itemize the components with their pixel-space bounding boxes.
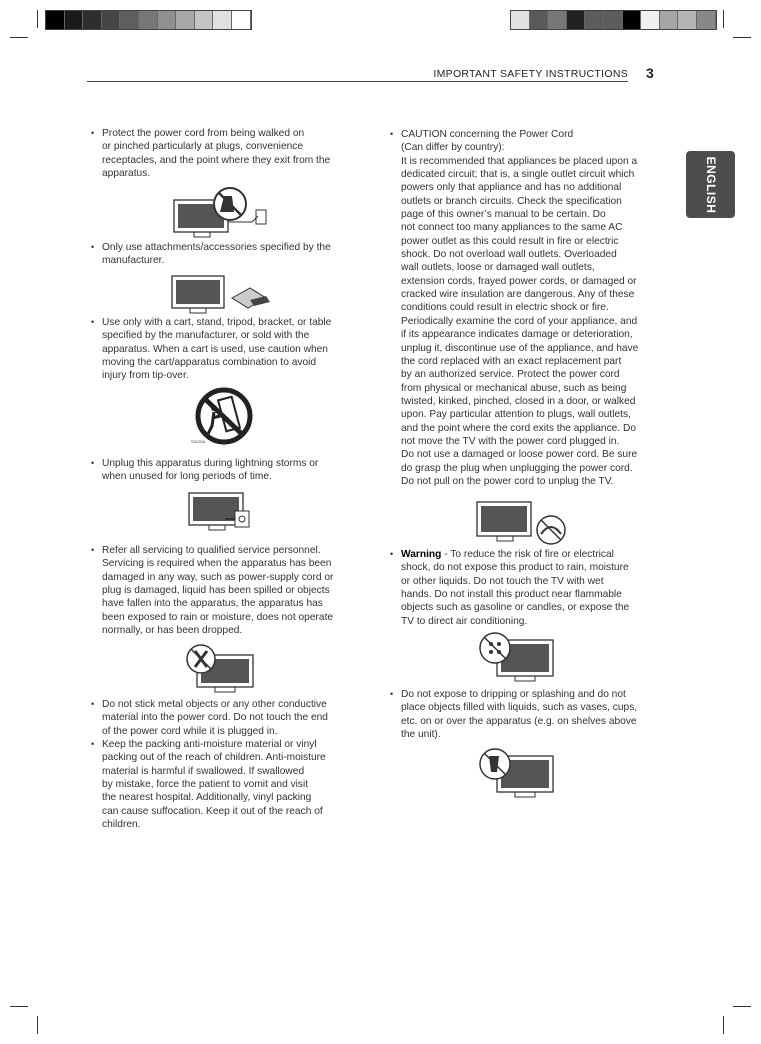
calibration-swatch (102, 11, 121, 29)
calibration-swatch (623, 11, 642, 29)
calibration-swatch (567, 11, 586, 29)
calibration-swatch (232, 11, 251, 29)
text-line: (Can differ by country): (401, 142, 505, 154)
text-line: unplug it, discontinue use of the appliance, and have (401, 342, 639, 354)
accessories-illustration (170, 274, 276, 316)
text-line: Only use attachments/accessories specified by the (102, 242, 331, 253)
text-line: if its appearance indicates damage or deterioration, (401, 329, 633, 341)
text-line (401, 548, 629, 561)
text-line: normally, or has been dropped. (102, 625, 243, 637)
bullet-item (91, 457, 319, 484)
text-line: upon. Pay particular attention to plugs, wall outlets, (401, 409, 631, 421)
text-line: from physical or mechanical abuse, such as being (401, 382, 627, 394)
text-line: the nearest hospital. Additionally, vinyl packing (102, 792, 312, 804)
bullet-icon: • (91, 699, 95, 709)
bullet-item (91, 698, 328, 738)
text-line: injury from tip-over. (102, 370, 189, 382)
calibration-swatch (46, 11, 65, 29)
text-line: moving the cart/apparatus combination to avoid (102, 357, 317, 369)
crop-mark (37, 10, 38, 28)
text-line: place objects filled with liquids, such as vases, cups, (401, 702, 638, 714)
text-line: power outlet as this could result in fire or electric (401, 235, 619, 247)
no-liquid-objects-illustration (477, 746, 557, 800)
bullet-icon: • (91, 128, 95, 138)
text-line: or other liquids. Do not touch the TV with wet (401, 575, 604, 587)
calibration-swatch (548, 11, 567, 29)
crop-mark (733, 37, 751, 38)
text-line: when unused for long periods of time. (102, 471, 272, 483)
text-line: of the power cord while it is plugged in. (102, 725, 278, 737)
crop-mark (733, 1006, 751, 1007)
language-tab (686, 151, 735, 218)
text-line: or pinched particularly at plugs, convenience (102, 141, 304, 153)
text-line-rest: - To reduce the risk of fire or electrical (441, 549, 614, 560)
bullet-icon: • (91, 317, 95, 327)
page-number: 3 (646, 65, 654, 81)
text-line: page of this owner’s manual to be certain. Do (401, 209, 606, 221)
text-line: do grasp the plug when unplugging the power cord. (401, 462, 633, 474)
text-line: hands. Do not install this product near flammable (401, 589, 622, 601)
text-line: the unit). (401, 729, 441, 741)
text-line: by mistake, force the patient to vomit and visit (102, 779, 309, 791)
bullet-item (390, 128, 639, 488)
text-line: TV to direct air conditioning. (401, 615, 528, 627)
warning-label: Warning (401, 549, 442, 560)
bullet-icon: • (91, 242, 95, 252)
text-line: twisted, kinked, pinched, closed in a door, or walked (401, 395, 636, 407)
language-tab-label: ENGLISH (703, 156, 718, 213)
text-line: shock. Do not overload wall outlets. Overloaded (401, 249, 617, 261)
text-line: Do not expose to dripping or splashing and do not (401, 689, 626, 700)
crop-mark (37, 1016, 38, 1034)
text-line: Do not stick metal objects or any other conductive (102, 699, 327, 710)
bullet-item (390, 548, 630, 628)
calibration-swatch (195, 11, 214, 29)
no-self-service-illustration (185, 643, 257, 695)
text-line: and the point where the cord exits the appliance. Do (401, 422, 637, 434)
text-line: material is harmful if swallowed. If swallowed (102, 765, 305, 777)
calibration-swatch (65, 11, 84, 29)
bullet-item (91, 316, 332, 383)
text-line: wall outlets, loose or damaged wall outlets, (401, 262, 595, 274)
text-line: packing out of the reach of children. Anti-moisture (102, 752, 326, 764)
power-cord-damage-illustration (475, 500, 569, 548)
text-line: Refer all servicing to qualified service personnel. (102, 545, 321, 556)
bullet-icon: • (91, 545, 95, 555)
text-line: etc. on or over the apparatus (e.g. on shelves above (401, 715, 637, 727)
calibration-swatch (158, 11, 177, 29)
text-line: Do not use a damaged or loose power cord. Be sure (401, 449, 638, 461)
text-line: It is recommended that appliances be placed upon a (401, 155, 638, 167)
text-line: specified by the manufacturer, or sold with the (102, 330, 310, 342)
text-line: CAUTION concerning the Power Cord (401, 129, 574, 140)
bullet-icon: • (390, 689, 394, 699)
unplug-illustration (187, 491, 253, 533)
crop-mark (10, 37, 28, 38)
text-line: Do not pull on the power cord to unplug the TV. (401, 475, 614, 487)
text-line: not move the TV with the power cord plugged in. (401, 435, 620, 447)
text-line: powers only that appliance and has no additional (401, 182, 622, 194)
cart-label: S3125A (191, 439, 206, 444)
calibration-swatch (604, 11, 623, 29)
text-line: objects such as gasoline or candles, or expose the (401, 602, 630, 614)
text-line: outlets or branch circuits. Check the specification (401, 195, 622, 207)
text-line: apparatus. (102, 168, 151, 180)
text-line: material into the power cord. Do not touch the end (102, 712, 328, 724)
bullet-icon: • (91, 458, 95, 468)
text-line: shock, do not expose this product to rain, moisture (401, 562, 629, 574)
calibration-swatch (213, 11, 232, 29)
crop-mark (10, 1006, 28, 1007)
calibration-bar-right (510, 10, 717, 30)
section-title: IMPORTANT SAFETY INSTRUCTIONS (433, 68, 628, 80)
calibration-swatch (585, 11, 604, 29)
text-line: Periodically examine the cord of your appliance, and (401, 315, 638, 327)
header-rule (87, 81, 628, 82)
crop-mark (723, 1016, 724, 1034)
calibration-bar-left (45, 10, 252, 30)
crop-mark (723, 10, 724, 28)
calibration-swatch (641, 11, 660, 29)
text-line: manufacturer. (102, 255, 165, 267)
text-line: damaged in any way, such as power-supply cord or (102, 571, 334, 583)
calibration-swatch (678, 11, 697, 29)
text-line: the cord replaced with an exact replacement part (401, 355, 622, 367)
calibration-swatch (511, 11, 530, 29)
no-moisture-illustration (477, 630, 557, 684)
text-line: extension cords, frayed power cords, or damaged or (401, 275, 637, 287)
text-line: been exposed to rain or moisture, does not operate (102, 611, 334, 623)
text-line: children. (102, 819, 141, 831)
calibration-swatch (120, 11, 139, 29)
text-line: can cause suffocation. Keep it out of the reach of (102, 805, 323, 817)
text-line: dedicated circuit; that is, a single outlet circuit which (401, 169, 635, 181)
text-line: Keep the packing anti-moisture material or vinyl (102, 739, 317, 750)
text-line: apparatus. When a cart is used, use caution when (102, 343, 328, 355)
calibration-swatch (176, 11, 195, 29)
calibration-swatch (660, 11, 679, 29)
bullet-item (91, 544, 334, 637)
power-cord-no-step-illustration (172, 186, 274, 240)
bullet-icon: • (390, 549, 394, 559)
bullet-item (91, 738, 326, 831)
text-line: cracked wire insulation are dangerous. Any of these (401, 289, 635, 301)
text-line: receptacles, and the point where they exit from the (102, 154, 331, 166)
text-line: conditions could result in electric shock or fire. (401, 302, 609, 314)
text-line: Unplug this apparatus during lightning storms or (102, 458, 319, 469)
bullet-icon: • (390, 129, 394, 139)
text-line: plug is damaged, liquid has been spilled or objects (102, 585, 330, 597)
bullet-item (390, 688, 638, 741)
calibration-swatch (139, 11, 158, 29)
text-line: Use only with a cart, stand, tripod, bracket, or table (102, 317, 332, 328)
bullet-icon: • (91, 739, 95, 749)
text-line: Servicing is required when the apparatus has been (102, 558, 332, 570)
bullet-item (91, 241, 331, 268)
text-line: not connect too many appliances to the same AC (401, 222, 623, 234)
calibration-swatch (697, 11, 716, 29)
text-line: have fallen into the apparatus, the apparatus has (102, 598, 323, 610)
bullet-item (91, 127, 331, 180)
calibration-swatch (83, 11, 102, 29)
calibration-swatch (530, 11, 549, 29)
text-line: by an authorized service. Protect the power cord (401, 369, 620, 381)
text-line: Protect the power cord from being walked on (102, 128, 305, 139)
